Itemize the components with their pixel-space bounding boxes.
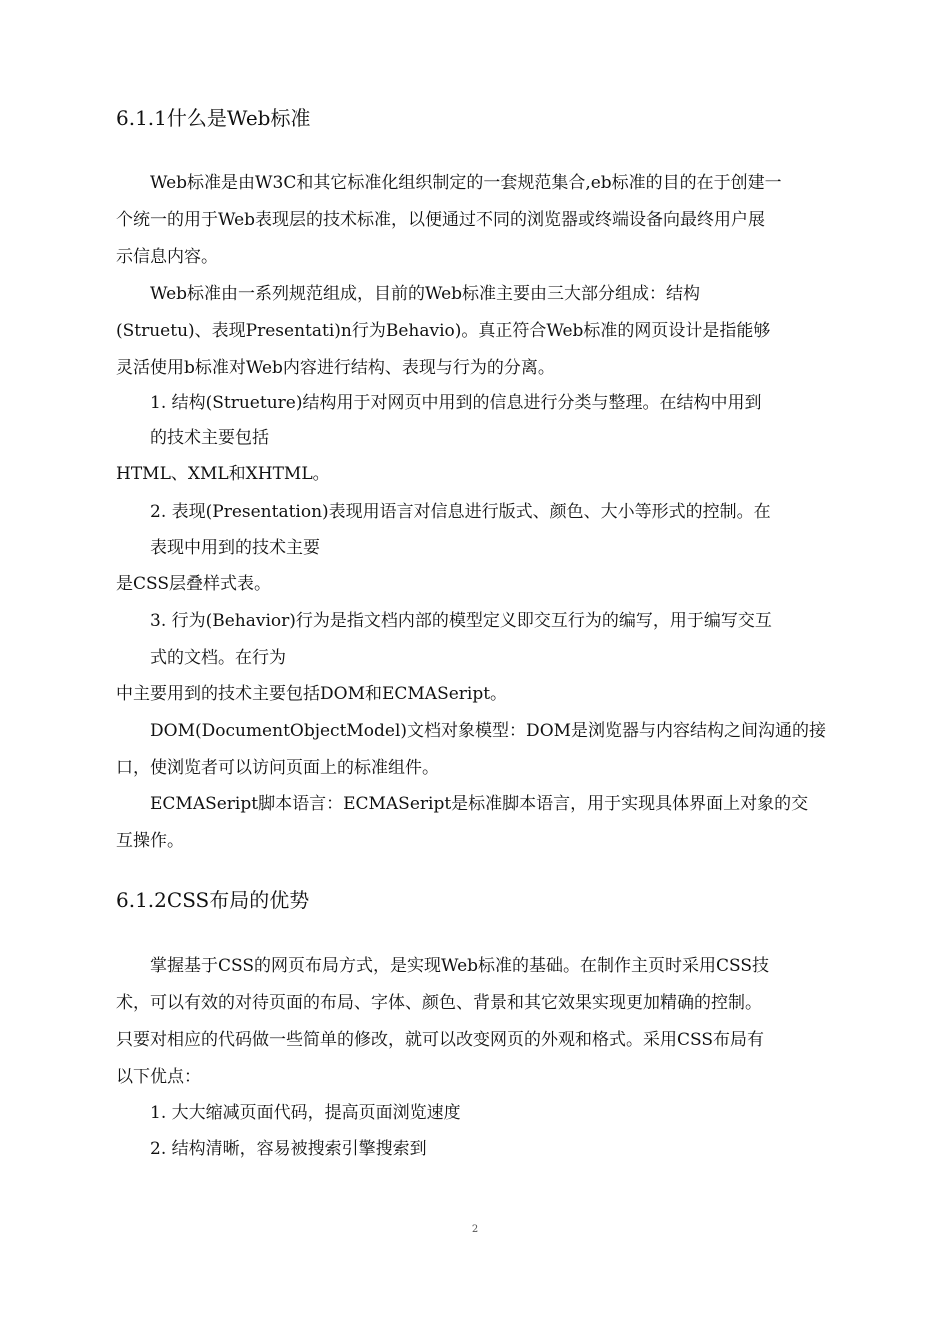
page-number: 2 [471, 1224, 479, 1235]
paragraph-line: DOM(DocumentObjectModel)文档对象模型：DOM是浏览器与内容结构之间沟通的接 [150, 721, 827, 741]
paragraph-line: 示信息内容。 [116, 247, 218, 267]
list-item-line: 中主要用到的技术主要包括DOM和ECMASeript。 [116, 684, 508, 704]
paragraph-line: 个统一的用于Web表现层的技术标准，以便通过不同的浏览器或终端设备向最终用户展 [116, 210, 766, 230]
paragraph-line: Web标准是由W3C和其它标准化组织制定的一套规范集合,eb标准的目的在于创建一 [150, 173, 782, 193]
paragraph-line: 只要对相应的代码做一些简单的修改，就可以改变网页的外观和格式。采用CSS布局有 [116, 1030, 764, 1050]
paragraph-line: 口，使浏览者可以访问页面上的标准组件。 [116, 758, 439, 778]
list-item-line: 式的文档。在行为 [150, 648, 286, 668]
paragraph-line: 灵活使用b标准对Web内容进行结构、表现与行为的分离。 [116, 358, 555, 378]
list-item-line: 的技术主要包括 [150, 428, 269, 448]
paragraph-line: 以下优点： [116, 1067, 201, 1087]
paragraph-line: Web标准由一系列规范组成，目前的Web标准主要由三大部分组成：结构 [150, 284, 701, 304]
list-item-line: 是CSS层叠样式表。 [116, 574, 272, 594]
paragraph-line: 术，可以有效的对待页面的布局、字体、颜色、背景和其它效果实现更加精确的控制。 [116, 993, 762, 1013]
list-item-line: 2. 结构清晰，容易被搜索引擎搜索到 [150, 1139, 427, 1159]
section-heading-web-standards: 6.1.1什么是Web标准 [116, 106, 311, 130]
list-item-line: HTML、XML和XHTML。 [116, 464, 330, 484]
paragraph-line: 互操作。 [116, 831, 184, 851]
paragraph-line: (Struetu)、表现Presentati)n行为Behavio)。真正符合Web标准的网页设计是指能够 [116, 321, 771, 341]
section-heading-css-layout: 6.1.2CSS布局的优势 [116, 888, 310, 912]
list-item-line: 1. 大大缩减页面代码，提高页面浏览速度 [150, 1103, 461, 1123]
paragraph-line: ECMASeript脚本语言：ECMASeript是标准脚本语言，用于实现具体界面上对象的交 [150, 794, 809, 814]
list-item-line: 3. 行为(Behavior)行为是指文档内部的模型定义即交互行为的编写，用于编写交互 [150, 611, 772, 631]
paragraph-line: 掌握基于CSS的网页布局方式，是实现Web标准的基础。在制作主页时采用CSS技 [150, 956, 770, 976]
list-item-line: 2. 表现(Presentation)表现用语言对信息进行版式、颜色、大小等形式的控制。在 [150, 502, 771, 522]
list-item-line: 表现中用到的技术主要 [150, 538, 320, 558]
list-item-line: 1. 结构(Strueture)结构用于对网页中用到的信息进行分类与整理。在结构中用到 [150, 393, 762, 413]
